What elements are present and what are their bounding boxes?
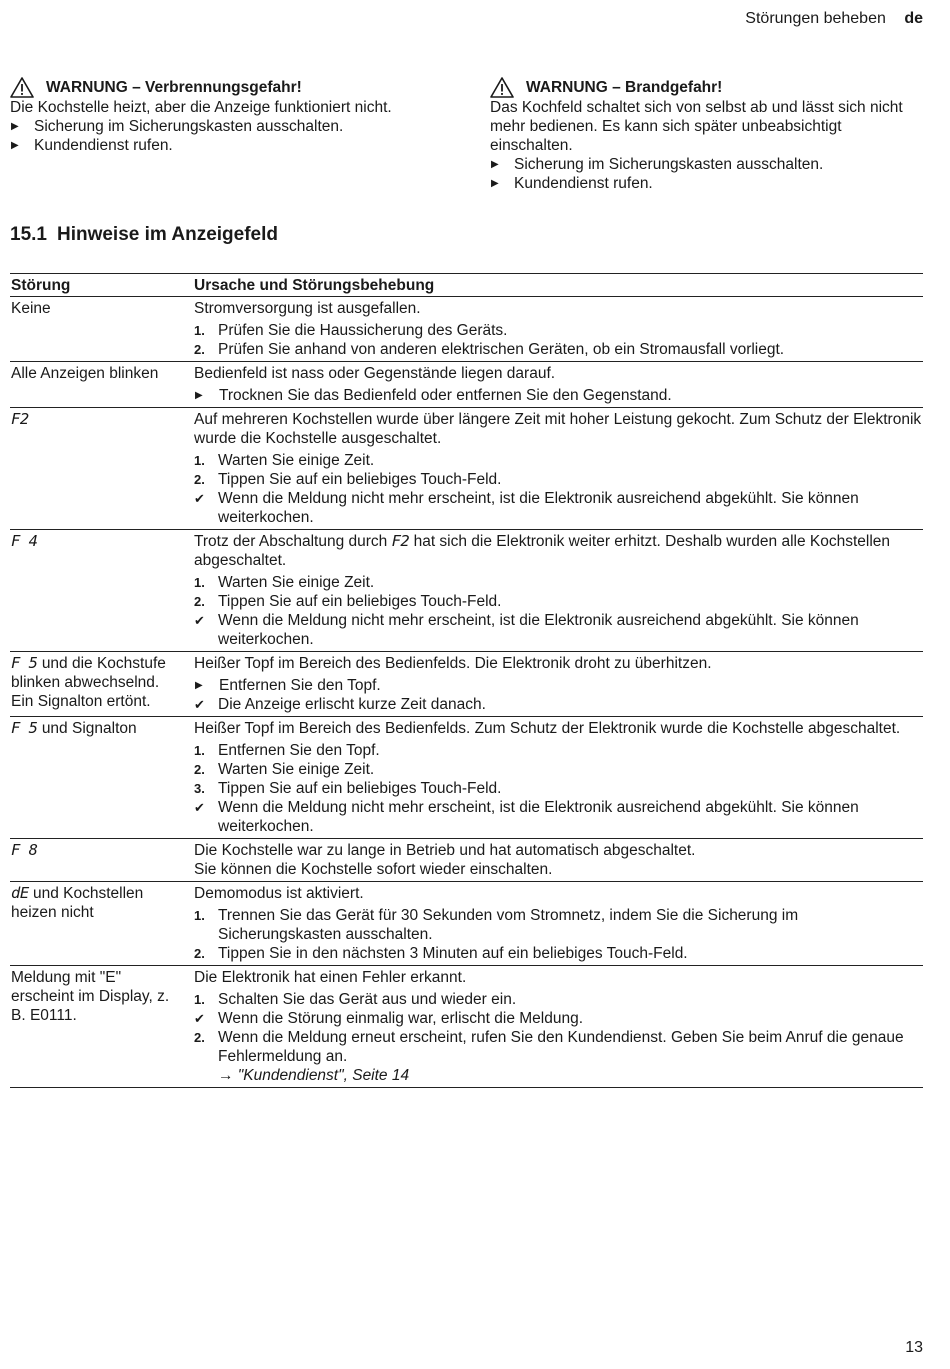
fault-cell: Meldung mit "E" erscheint im Display, z. B. E0111.: [10, 966, 193, 1088]
kundendienst-link[interactable]: → "Kundendienst", Seite 14: [218, 1067, 410, 1084]
bullet-icon: ▶: [491, 159, 499, 170]
step: 3. Tippen Sie auf ein beliebiges Touch-Feld.: [194, 780, 502, 797]
list-item: ▶ Sicherung im Sicherungskasten ausschalten.: [11, 118, 344, 135]
cause-cell: Die Elektronik hat einen Fehler erkannt. 1. Schalten Sie das Gerät aus und wieder ein. ✔ Wenn die Störung einmalig war, erlischt die Meldung. 2. Wenn die Meldung erneut erscheint, rufen Sie den Kundendienst. Geben Sie beim Anruf die genaue Fehlermeldung an. → "Kundendienst", Seite 14: [193, 966, 923, 1088]
page-number: 13: [905, 1339, 923, 1356]
cause-cell: Stromversorgung ist ausgefallen. 1. Prüfen Sie die Haussicherung des Geräts. 2. Prüfen Sie anhand von anderen elektrischen Geräten, ob ein Stromausfall vorliegt.: [193, 297, 923, 362]
step: 2. Tippen Sie auf ein beliebiges Touch-Feld.: [194, 471, 502, 488]
display-code: F2: [11, 410, 29, 428]
fault-cell: Keine: [10, 297, 193, 362]
fault-cell: [10, 530, 193, 652]
warning-title: WARNUNG – Verbrennungsgefahr!: [46, 79, 302, 96]
step: 1. Prüfen Sie die Haussicherung des Geräts.: [194, 322, 508, 339]
step: ✔ Wenn die Meldung nicht mehr erscheint, ist die Elektronik ausreichend abgekühlt. Sie können weiterkochen.: [194, 799, 859, 835]
warnings: [10, 77, 922, 193]
step: 2. Warten Sie einige Zeit.: [194, 761, 375, 778]
fault-cell: [10, 839, 193, 882]
warning-text: Die Kochstelle heizt, aber die Anzeige funktioniert nicht.: [10, 99, 392, 116]
table-row: [10, 530, 923, 652]
cause-cell: Auf mehreren Kochstellen wurde über längere Zeit mit hoher Leistung gekocht. Zum Schutz der Elektronik wurde die Kochstelle ausgeschaltet. 1. Warten Sie einige Zeit. 2. Tippen Sie auf ein beliebiges Touch-Feld. ✔ Wenn die Meldung nicht mehr erscheint, ist die Elektronik ausreichend abgekühlt. Sie können weiterkochen.: [193, 408, 923, 530]
table-row: [10, 839, 923, 882]
cause-cell: Heißer Topf im Bereich des Bedienfelds. Zum Schutz der Elektronik wurde die Kochstelle abgeschaltet. 1. Entfernen Sie den Topf. 2. Warten Sie einige Zeit. 3. Tippen Sie auf ein beliebiges Touch-Feld. ✔ Wenn die Meldung nicht mehr erscheint, ist die Elektronik ausreichend abgekühlt. Sie können weiterkochen.: [193, 717, 923, 839]
fault-table: [10, 273, 923, 1088]
warning-burn: [10, 77, 450, 193]
step: 1. Warten Sie einige Zeit.: [194, 574, 375, 591]
header-language: de: [904, 10, 923, 27]
check-icon: ✔: [194, 697, 205, 712]
fault-cell: [10, 408, 193, 530]
display-code: dE: [11, 884, 29, 902]
bullet-icon: ▶: [195, 390, 203, 401]
list-item: ▶ Sicherung im Sicherungskasten ausschalten.: [491, 156, 824, 173]
display-code: F 5: [11, 719, 38, 737]
section-number: 15.1: [10, 224, 47, 245]
bullet-icon: ▶: [11, 121, 19, 132]
column-header-fault: Störung: [10, 274, 193, 297]
warning-triangle-icon: [10, 77, 34, 98]
table-row: [10, 966, 923, 1088]
cause-cell: Die Kochstelle war zu lange in Betrieb und hat automatisch abgeschaltet. Sie können die Kochstelle sofort wieder einschalten.: [193, 839, 923, 882]
fault-cell: Alle Anzeigen blinken: [10, 362, 193, 408]
check-icon: ✔: [194, 1011, 205, 1026]
display-code: F 8: [11, 841, 38, 859]
table-row: [10, 362, 923, 408]
fault-cell: F 5 und Signalton: [10, 717, 193, 839]
step: 1. Schalten Sie das Gerät aus und wieder ein.: [194, 991, 517, 1008]
section-title: Hinweise im Anzeigefeld: [56, 224, 278, 245]
cause-cell: Demomodus ist aktiviert. 1. Trennen Sie das Gerät für 30 Sekunden vom Stromnetz, indem Sie die Sicherung im Sicherungskasten ausschalten. 2. Tippen Sie in den nächsten 3 Minuten auf ein beliebiges Touch-Feld.: [193, 882, 923, 966]
header-section: Störungen beheben: [745, 10, 886, 27]
warning-fire: [490, 77, 922, 193]
step: ✔ Wenn die Meldung nicht mehr erscheint, ist die Elektronik ausreichend abgekühlt. Sie können weiterkochen.: [194, 612, 859, 648]
bullet-icon: ▶: [195, 680, 203, 691]
step: 2. Tippen Sie auf ein beliebiges Touch-Feld.: [194, 593, 502, 610]
step: 1. Entfernen Sie den Topf.: [194, 742, 380, 759]
warning-title: WARNUNG – Brandgefahr!: [526, 79, 723, 96]
table-row: [10, 408, 923, 530]
display-code: F 5: [11, 654, 38, 672]
cause-cell: Heißer Topf im Bereich des Bedienfelds. Die Elektronik droht zu überhitzen. ▶ Entfernen Sie den Topf. ✔ Die Anzeige erlischt kurze Zeit danach.: [193, 652, 923, 717]
column-header-cause: Ursache und Störungsbehebung: [193, 274, 923, 297]
cause-cell: Trotz der Abschaltung durch F2 hat sich die Elektronik weiter erhitzt. Deshalb wurden alle Kochstellen abgeschaltet. 1. Warten Sie einige Zeit. 2. Tippen Sie auf ein beliebiges Touch-Feld. ✔ Wenn die Meldung nicht mehr erscheint, ist die Elektronik ausreichend abgekühlt. Sie können weiterkochen.: [193, 530, 923, 652]
step: 2. Tippen Sie in den nächsten 3 Minuten auf ein beliebiges Touch-Feld.: [194, 945, 688, 962]
bullet-icon: ▶: [491, 178, 499, 189]
bullet-icon: ▶: [11, 140, 19, 151]
table-header-row: [10, 274, 923, 297]
step: ✔ Die Anzeige erlischt kurze Zeit danach.: [194, 696, 486, 713]
table-row: [10, 717, 923, 839]
page-header: [745, 10, 923, 28]
step: 1. Warten Sie einige Zeit.: [194, 452, 375, 469]
table-row: [10, 652, 923, 717]
step: 1. Trennen Sie das Gerät für 30 Sekunden vom Stromnetz, indem Sie die Sicherung im Sicherungskasten ausschalten.: [194, 907, 799, 943]
cause-cell: Bedienfeld ist nass oder Gegenstände liegen darauf. ▶ Trocknen Sie das Bedienfeld oder entfernen Sie den Gegenstand.: [193, 362, 923, 408]
fault-cell: F 5 und die Kochstufe blinken abwechselnd. Ein Signalton ertönt.: [10, 652, 193, 717]
list-item: ▶ Kundendienst rufen.: [491, 175, 653, 192]
step: ▶ Entfernen Sie den Topf.: [195, 677, 381, 694]
step: 2. Wenn die Meldung erneut erscheint, rufen Sie den Kundendienst. Geben Sie beim Anruf die genaue Fehlermeldung an. → "Kundendienst", Seite 14: [194, 1029, 904, 1084]
table-row: [10, 882, 923, 966]
display-code: F 4: [11, 532, 38, 550]
fault-cell: dE und Kochstellen heizen nicht: [10, 882, 193, 966]
check-icon: ✔: [194, 800, 205, 815]
table-row: [10, 297, 923, 362]
step: 2. Prüfen Sie anhand von anderen elektrischen Geräten, ob ein Stromausfall vorliegt.: [194, 341, 785, 358]
check-icon: ✔: [194, 491, 205, 506]
warning-text: Das Kochfeld schaltet sich von selbst ab und lässt sich nicht mehr bedienen. Es kann sich später unbeabsichtigt einschalten.: [490, 99, 903, 154]
warning-triangle-icon: [490, 77, 514, 98]
step: ✔ Wenn die Meldung nicht mehr erscheint, ist die Elektronik ausreichend abgekühlt. Sie können weiterkochen.: [194, 490, 859, 526]
step: ▶ Trocknen Sie das Bedienfeld oder entfernen Sie den Gegenstand.: [195, 387, 672, 404]
display-code: F2: [391, 532, 410, 550]
section-heading: [10, 224, 278, 246]
check-icon: ✔: [194, 613, 205, 628]
step: ✔ Wenn die Störung einmalig war, erlischt die Meldung.: [194, 1010, 584, 1027]
list-item: ▶ Kundendienst rufen.: [11, 137, 173, 154]
